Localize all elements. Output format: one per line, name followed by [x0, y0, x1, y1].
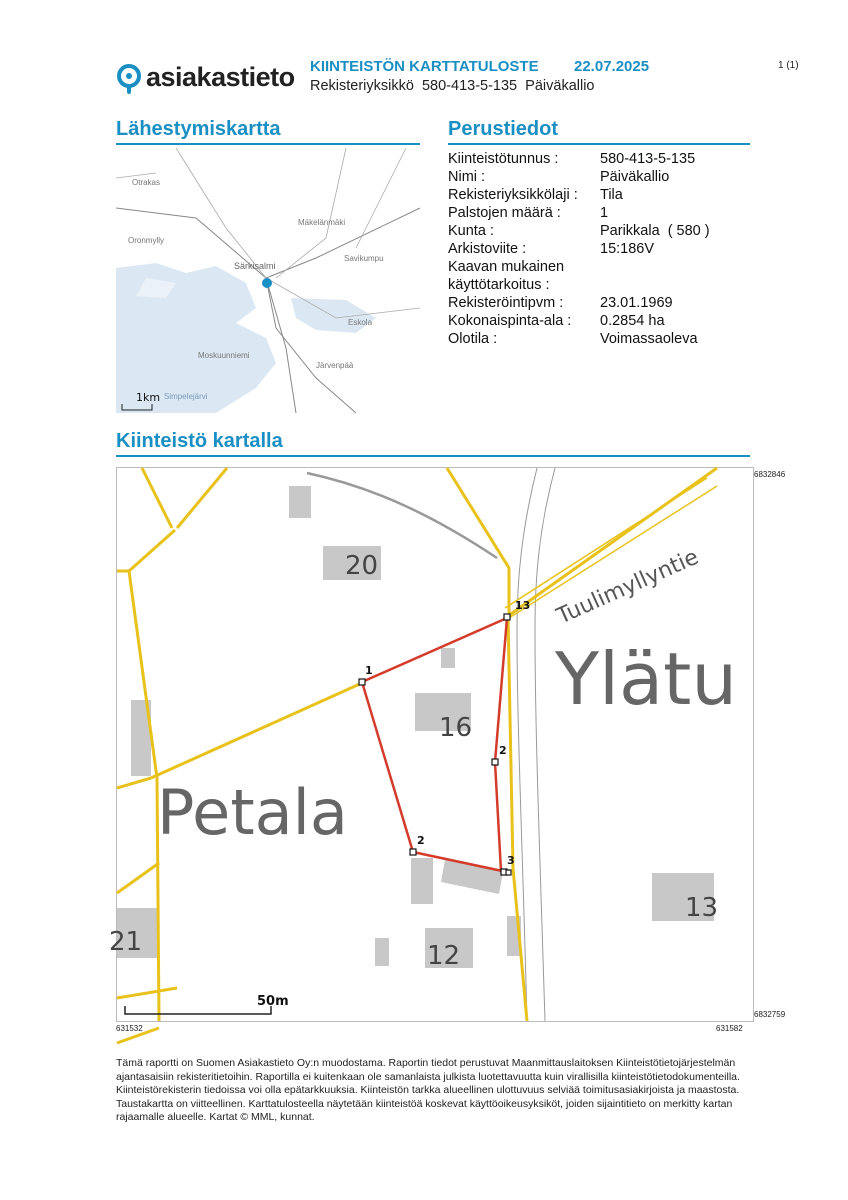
house-number: 13 — [685, 893, 719, 923]
approach-map — [116, 148, 420, 413]
footer-disclaimer: Tämä raportti on Suomen Asiakastieto Oy:n muodostama. Raportin tiedot perustuvat Maanmittauslaitoksen Kiinteistötietojärjestelmän ajantasaisiin rekisteritietoihin. Raportilla ei kuitenkaan ole samanlaista julkista luotettavuutta kuin virallisilla kiinteistötietodokumenteilla. Kiinteistörekisterin tiedoissa voi olla epätarkkuuksia. Kiinteistön tarkka alueellinen ulottuvuus selviää toimitusasiakirjoista ja maastosta. Taustakartta on viitteellinen. Karttatulosteella näytetään kiinteistöä koskevat käyttöoikeusyksiköt, joiden sijaintitieto on merkitty kartan rajaamalle alueelle. Kartat © MML, kunnat. — [116, 1057, 740, 1123]
boundary-point — [504, 614, 510, 620]
scale-label: 1km — [136, 391, 161, 404]
house-number: 16 — [439, 713, 473, 743]
property-boundary — [362, 618, 507, 872]
place-label: Otrakas — [132, 178, 161, 187]
registry-line: Rekisteriyksikkö 580-413-5-135 Päiväkallio — [310, 78, 595, 94]
road-label: Tuulimyllyntie — [553, 544, 703, 630]
house-number: 20 — [345, 551, 379, 581]
info-label: Nimi : — [448, 169, 486, 185]
info-value: 1 — [600, 205, 609, 221]
property-map — [109, 467, 754, 1022]
info-label: käyttötarkoitus : — [448, 277, 550, 293]
coord-bottom-mid: 631582 — [716, 1024, 743, 1033]
basic-info-rule — [448, 143, 750, 145]
place-label: Simpelejärvi — [164, 392, 208, 401]
place-label: Oronmylly — [128, 236, 165, 245]
info-value: 15:186V — [600, 241, 655, 257]
scale-label: 50m — [257, 994, 289, 1009]
location-marker-icon — [262, 278, 272, 288]
info-label: Arkistoviite : — [448, 241, 527, 257]
place-label: Järvenpää — [316, 361, 354, 370]
coord-top-right: 6832846 — [754, 470, 786, 479]
area-label: Ylätu — [555, 637, 737, 721]
info-value: Tila — [600, 187, 623, 203]
property-map-rule — [116, 455, 750, 457]
approach-map-rule — [116, 143, 420, 145]
info-label: Rekisteröintipvm : — [448, 295, 564, 311]
property-map-title: Kiinteistö kartalla — [116, 430, 283, 452]
info-label: Kiinteistötunnus : — [448, 151, 559, 167]
info-label: Olotila : — [448, 331, 498, 347]
info-label: Rekisteriyksikkölaji : — [448, 187, 578, 203]
house-number: 21 — [109, 927, 143, 957]
point-label: 13 — [515, 599, 531, 612]
point-label: 2 — [499, 744, 507, 757]
logo-text: asiakastieto — [146, 62, 295, 92]
boundary-point — [506, 870, 511, 875]
info-value: 0.2854 ha — [600, 313, 665, 329]
point-label: 3 — [507, 854, 515, 867]
info-value: 580-413-5-135 — [600, 151, 696, 167]
scale-bar — [125, 1006, 271, 1014]
info-value: Voimassaoleva — [600, 331, 698, 347]
boundary-point — [359, 679, 365, 685]
info-value: 23.01.1969 — [600, 295, 673, 311]
info-label: Kaavan mukainen — [448, 259, 565, 275]
place-label: Mäkelänmäki — [298, 218, 346, 227]
basic-info-title: Perustiedot — [448, 118, 559, 140]
info-label: Palstojen määrä : — [448, 205, 561, 221]
report-date: 22.07.2025 — [574, 58, 650, 75]
place-label: Eskola — [348, 318, 373, 327]
place-label: Moskuunniemi — [198, 351, 250, 360]
coord-bottom-left: 631532 — [116, 1024, 143, 1033]
point-label: 1 — [365, 664, 373, 677]
place-label: Savikumpu — [344, 254, 384, 263]
approach-map-title: Lähestymiskartta — [116, 118, 281, 140]
point-label: 2 — [417, 834, 425, 847]
place-label: Särkisalmi — [234, 261, 276, 271]
info-label: Kunta : — [448, 223, 494, 239]
house-number: 12 — [427, 941, 461, 971]
boundary-point — [492, 759, 498, 765]
page-number: 1 (1) — [778, 60, 799, 71]
info-value: Parikkala ( 580 ) — [600, 223, 710, 239]
boundary-point — [410, 849, 416, 855]
logo-pin-icon — [116, 64, 142, 94]
info-label: Kokonaispinta-ala : — [448, 313, 572, 329]
info-value: Päiväkallio — [600, 169, 670, 185]
coord-bottom-right: 6832759 — [754, 1010, 786, 1019]
report-title: KIINTEISTÖN KARTTATULOSTE — [310, 58, 539, 75]
area-label: Petala — [157, 776, 348, 849]
